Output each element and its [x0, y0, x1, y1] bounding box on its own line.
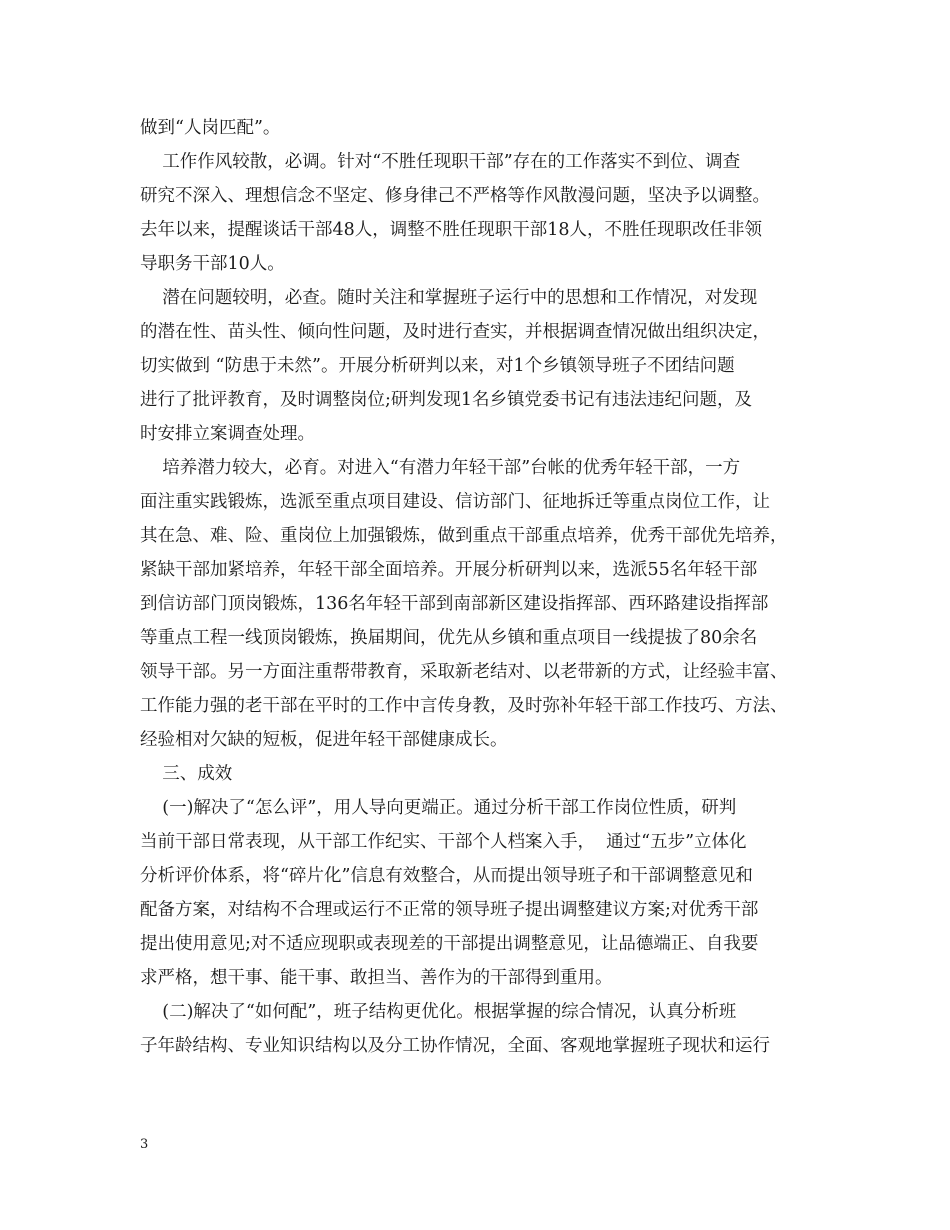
text-line: 工作能力强的老干部在平时的工作中言传身教，及时弥补年轻干部工作技巧、方法、 [140, 696, 788, 716]
text-line: 培养潜力较大，必育。对进入“有潜力年轻干部”台帐的优秀年轻干部，一方 [140, 458, 741, 478]
text-line: 求严格，想干事、能干事、敢担当、善作为的干部得到重用。 [140, 968, 613, 988]
text-line: 领导干部。另一方面注重帮带教育，采取新老结对、以老带新的方式，让经验丰富、 [140, 662, 788, 682]
text-line: 导职务干部10人。 [140, 254, 285, 274]
section-heading: 三、成效 [140, 764, 233, 784]
text-line: 做到“人岗匹配”。 [140, 118, 281, 138]
text-line: 紧缺干部加紧培养，年轻干部全面培养。开展分析研判以来，选派55名年轻干部 [140, 560, 758, 580]
text-line: 进行了批评教育，及时调整岗位;研判发现1名乡镇党委书记有违法违纪问题，及 [140, 390, 753, 410]
text-line: 面注重实践锻炼，选派至重点项目建设、信访部门、征地拆迁等重点岗位工作，让 [140, 492, 770, 512]
text-line: 子年龄结构、专业知识结构以及分工协作情况，全面、客观地掌握班子现状和运行 [140, 1036, 770, 1056]
text-line: 分析评价体系，将“碎片化”信息有效整合，从而提出领导班子和干部调整意见和 [140, 866, 753, 886]
text-line: 等重点工程一线顶岗锻炼，换届期间，优先从乡镇和重点项目一线提拔了80余名 [140, 628, 758, 648]
text-line: 研究不深入、理想信念不坚定、修身律己不严格等作风散漫问题，坚决予以调整。 [140, 186, 770, 206]
text-line: 潜在问题较明，必查。随时关注和掌握班子运行中的思想和工作情况，对发现 [140, 288, 758, 308]
text-line: 配备方案，对结构不合理或运行不正常的领导班子提出调整建议方案;对优秀干部 [140, 900, 759, 920]
page-number: 3 [140, 1137, 149, 1152]
text-line: 到信访部门顶岗锻炼，136名年轻干部到南部新区建设指挥部、西环路建设指挥部 [140, 594, 769, 614]
text-line: 工作作风较散，必调。针对“不胜任现职干部”存在的工作落实不到位、调查 [140, 152, 741, 172]
text-line: 当前干部日常表现，从干部工作纪实、干部个人档案入手， 通过“五步”立体化 [140, 832, 747, 852]
text-line: (二)解决了“如何配”，班子结构更优化。根据掌握的综合情况，认真分析班 [140, 1002, 737, 1022]
text-line: 经验相对欠缺的短板，促进年轻干部健康成长。 [140, 730, 508, 750]
text-line: 时安排立案调查处理。 [140, 424, 315, 444]
text-line: 其在急、难、险、重岗位上加强锻炼，做到重点干部重点培养，优秀干部优先培养， [140, 526, 788, 546]
text-line: 去年以来，提醒谈话干部48人，调整不胜任现职干部18人，不胜任现职改任非领 [140, 220, 763, 240]
text-line: (一)解决了“怎么评”，用人导向更端正。通过分析干部工作岗位性质，研判 [140, 798, 737, 818]
text-line: 的潜在性、苗头性、倾向性问题，及时进行查实，并根据调查情况做出组织决定， [140, 322, 770, 342]
text-line: 提出使用意见;对不适应现职或表现差的干部提出调整意见，让品德端正、自我要 [140, 934, 759, 954]
text-line: 切实做到 “防患于未然”。开展分析研判以来，对1个乡镇领导班子不团结问题 [140, 356, 735, 376]
